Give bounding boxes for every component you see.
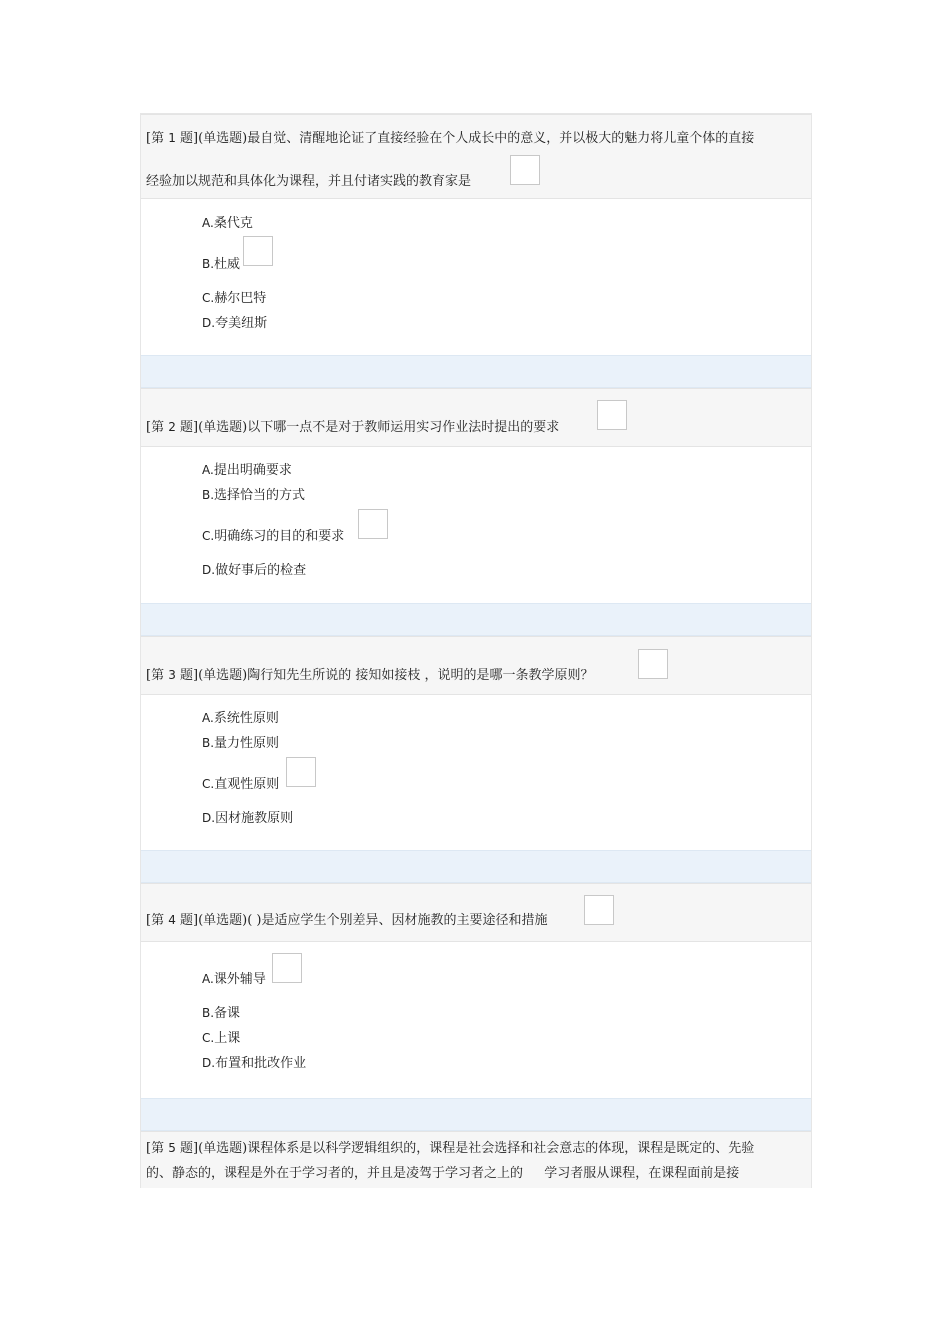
option-c[interactable]: C.明确练习的目的和要求 bbox=[202, 529, 345, 544]
question-4-text: [第 4 题](单选题)( )是适应学生个别差异、因材施教的主要途径和措施 bbox=[146, 913, 548, 928]
option-c[interactable]: C.赫尔巴特 bbox=[202, 291, 267, 306]
option-d[interactable]: D.因材施教原则 bbox=[202, 811, 294, 826]
answer-box[interactable] bbox=[272, 953, 302, 983]
question-4-header bbox=[141, 883, 811, 942]
question-3-header bbox=[141, 636, 811, 695]
option-d[interactable]: D.做好事后的检查 bbox=[202, 563, 307, 578]
question-2-header bbox=[141, 388, 811, 447]
answer-box[interactable] bbox=[597, 400, 627, 430]
question-separator bbox=[141, 355, 811, 388]
answer-box[interactable] bbox=[243, 236, 273, 266]
option-a[interactable]: A.桑代克 bbox=[202, 216, 253, 231]
question-3-options bbox=[141, 695, 811, 850]
option-d[interactable]: D.布置和批改作业 bbox=[202, 1056, 307, 1071]
answer-box[interactable] bbox=[286, 757, 316, 787]
option-d[interactable]: D.夸美纽斯 bbox=[202, 316, 268, 331]
answer-box[interactable] bbox=[358, 509, 388, 539]
question-separator bbox=[141, 1098, 811, 1131]
answer-box[interactable] bbox=[638, 649, 668, 679]
question-separator bbox=[141, 603, 811, 636]
option-b[interactable]: B.杜威 bbox=[202, 257, 241, 272]
option-c[interactable]: C.直观性原则 bbox=[202, 777, 280, 792]
question-sheet bbox=[140, 113, 812, 1188]
question-4-options bbox=[141, 942, 811, 1098]
question-5-text: [第 5 题](单选题)课程体系是以科学逻辑组织的，课程是社会选择和社会意志的体现，课程是既定的、先验 bbox=[146, 1141, 755, 1156]
question-1-text-line2: 经验加以规范和具体化为课程，并且付诸实践的教育家是 bbox=[146, 174, 472, 189]
question-1-text: [第 1 题](单选题)最自觉、清醒地论证了直接经验在个人成长中的意义，并以极大的魅力将儿童个体的直接 bbox=[146, 131, 755, 146]
question-1-options bbox=[141, 199, 811, 355]
answer-box[interactable] bbox=[510, 155, 540, 185]
question-1-header bbox=[141, 114, 811, 199]
question-5-text-line2: 的、静态的，课程是外在于学习者的，并且是凌驾于学习者之上的 学习者服从课程，在课程面前是接 bbox=[146, 1166, 740, 1181]
option-a[interactable]: A.系统性原则 bbox=[202, 711, 279, 726]
option-b[interactable]: B.选择恰当的方式 bbox=[202, 488, 306, 503]
option-b[interactable]: B.量力性原则 bbox=[202, 736, 280, 751]
question-separator bbox=[141, 850, 811, 883]
option-b[interactable]: B.备课 bbox=[202, 1006, 241, 1021]
question-5-header bbox=[141, 1131, 811, 1188]
question-2-text: [第 2 题](单选题)以下哪一点不是对于教师运用实习作业法时提出的要求 bbox=[146, 420, 560, 435]
answer-box[interactable] bbox=[584, 895, 614, 925]
option-a[interactable]: A.提出明确要求 bbox=[202, 463, 292, 478]
option-c[interactable]: C.上课 bbox=[202, 1031, 241, 1046]
option-a[interactable]: A.课外辅导 bbox=[202, 972, 266, 987]
question-2-options bbox=[141, 447, 811, 603]
question-3-text: [第 3 题](单选题)陶行知先生所说的 接知如接枝 ，说明的是哪一条教学原则？ bbox=[146, 668, 594, 683]
